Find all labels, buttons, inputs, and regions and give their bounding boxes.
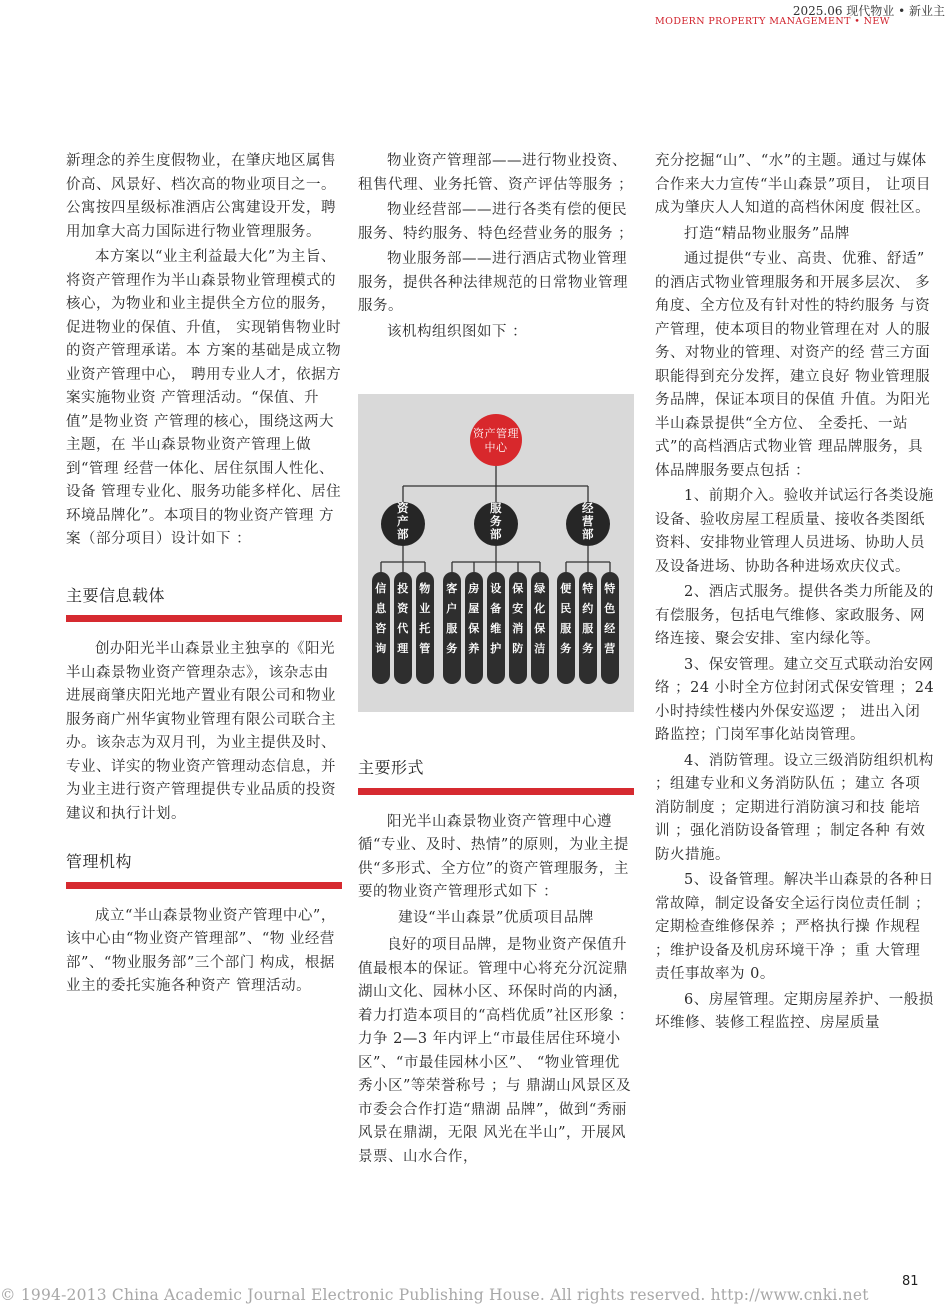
column-3 xyxy=(655,150,935,1038)
unit-label: 化 xyxy=(534,602,546,615)
unit-label: 消 xyxy=(512,622,524,635)
list-item: 1、前期介入。验收并试运行各类设施设备、验收房屋工程质量、接收各类图纸资料、安排物业管理人员进场、协助人员及设备进场、协助各种进场欢庆仪式。 xyxy=(655,488,934,575)
unit-label: 保 xyxy=(534,622,546,635)
unit-label: 服 xyxy=(446,622,458,635)
unit-label: 养 xyxy=(468,642,480,655)
department-label: 部 xyxy=(490,527,502,541)
unit-label: 备 xyxy=(490,602,502,615)
unit-label: 询 xyxy=(375,642,387,655)
unit-label: 特 xyxy=(582,582,594,595)
unit-label: 设 xyxy=(490,582,502,595)
unit-label: 物 xyxy=(419,582,431,595)
section-title-management: 管理机构 xyxy=(66,852,133,871)
list-item: 5、设备管理。解决半山森景的各种日常故障，制定设备安全运行岗位责任制 ；定期检查维修保养 ；严格执行操 作规程 ；维护设备及机房环境干净 ；重 大管理责任事故率为 0。 xyxy=(655,872,934,982)
department-label: 部 xyxy=(397,527,409,541)
paragraph: 本方案以“业主利益最大化”为主旨、将资产管理作为半山森景物业管理模式的核心，为物业和业主提供全方位的服务，促进物业的保值、升值， 实现销售物业时的资产管理承诺。本 方案的基础是成立物业资产管理中心， 聘用专业人才，依据方案实施物业资 产管理活动。“保值、升值”是物业资 产管理的核心，围绕这两大主题，在 半山森景物业资产管理上做到“管理 经营一体化、居住氛围人性化、设备 管理专业化、服务功能多样化、居住 环境品牌化”。本项目的物业资产管理 方案（部分项目）设计如下 ： xyxy=(66,249,342,547)
department-label: 产 xyxy=(397,514,409,528)
unit-label: 服 xyxy=(560,622,572,635)
org-chart-svg xyxy=(358,394,634,712)
unit-label: 保 xyxy=(512,582,524,595)
paragraph: 物业经营部——进行各类有偿的便民服务、特约服务、特色经营业务的服务 ； xyxy=(358,202,634,242)
unit-label: 民 xyxy=(560,602,572,615)
paragraph: 通过提供“专业、高贵、优雅、舒适” 的酒店式物业管理服务和开展多层次、 多角度、全方位及有针对性的特约服务 与资产管理，使本项目的物业管理在对 人的服务、对物业的管理、对资产的经 营三方面职能得到充分发挥，建立良好 物业管理服务品牌，保证本项目的保值 升值。为阳光半山森景提供“全方位、 全委托、一站式”的高档酒店式物业管 理品牌服务，具体品牌服务要点包括 ： xyxy=(655,251,931,479)
unit-label: 管 xyxy=(419,642,431,655)
subheading-service-brand: 打造“精品物业服务”品牌 xyxy=(684,225,850,242)
unit-label: 洁 xyxy=(534,642,546,655)
unit-label: 屋 xyxy=(468,602,480,615)
unit-label: 房 xyxy=(468,582,480,595)
unit-label: 务 xyxy=(582,642,594,655)
unit-label: 特 xyxy=(604,582,616,595)
subheading-brand: 建设“半山森景”优质项目品牌 xyxy=(398,909,594,926)
unit-label: 保 xyxy=(468,622,480,635)
unit-label: 投 xyxy=(397,582,409,595)
org-chart xyxy=(358,394,634,712)
list-item: 6、房屋管理。定期房屋养护、一般损坏维修、装修工程监控、房屋质量 xyxy=(655,991,934,1031)
center-node xyxy=(470,414,522,466)
section-divider xyxy=(358,788,634,795)
unit-label: 信 xyxy=(375,582,387,595)
list-item: 2、酒店式服务。提供各类力所能及的有偿服务，包括电气维修、家政服务、网络连接、聚会安排、室内绿化等。 xyxy=(655,584,934,647)
paragraph: 创办阳光半山森景业主独享的《阳光半山森景物业资产管理杂志》，该杂志由进展商肇庆阳光地产置业有限公司和物业服务商广州华寅物业管理有限公司联合主办。该杂志为双月刊，为业主提供及时、专业、详实的物业资产管理动态信息，并为业主进行资产管理提供专业品质的投资建议和执行计划。 xyxy=(66,641,336,822)
unit-label: 业 xyxy=(419,602,431,615)
paragraph: 物业资产管理部——进行物业投资、租售代理、业务托管、资产评估等服务 ； xyxy=(358,153,634,193)
center-node-label: 资产管理 xyxy=(473,427,519,440)
paragraph: 物业服务部——进行酒店式物业管理服务，提供各种法律规范的日常物业管理 服务。 xyxy=(358,251,628,314)
unit-label: 代 xyxy=(397,622,409,635)
paragraph: 充分挖掘“山”、“水”的主题。通过与媒体合作来大力宣传“半山森景”项目， 让项目成为肇庆人人知道的高档休闲度 假社区。 xyxy=(655,153,931,216)
unit-label: 客 xyxy=(446,582,458,595)
unit-label: 约 xyxy=(582,602,594,615)
unit-label: 营 xyxy=(604,642,616,655)
copyright-notice: © 1994-2013 China Academic Journal Electronic Publishing House. All rights reserved. http://www.cnki.net xyxy=(0,1286,869,1304)
unit-label: 息 xyxy=(375,602,387,615)
unit-label: 绿 xyxy=(534,582,546,595)
unit-label: 咨 xyxy=(375,622,387,635)
department-label: 营 xyxy=(582,514,594,528)
column-1 xyxy=(66,150,342,1001)
paragraph: 新理念的养生度假物业，在肇庆地区属售价高、风景好、档次高的物业项目之一。公寓按四星级标准酒店公寓建设开发，聘用加拿大高力国际进行物业管理服务。 xyxy=(66,153,336,240)
unit-label: 色 xyxy=(604,602,616,615)
department-label: 经 xyxy=(582,501,594,515)
section-divider xyxy=(66,882,342,889)
unit-label: 安 xyxy=(512,602,524,615)
unit-label: 护 xyxy=(490,642,502,655)
paragraph: 成立“半山森景物业资产管理中心”，该中心由“物业资产管理部”、“物 业经营部”、“物业服务部”三个部门 构成，根据业主的委托实施各种资产 管理活动。 xyxy=(66,907,336,994)
department-label: 服 xyxy=(490,501,502,515)
column-2 xyxy=(358,150,634,1171)
unit-label: 资 xyxy=(397,602,409,615)
list-item: 3、保安管理。建立交互式联动治安网络 ；24 小时全方位封闭式保安管理 ；24 小时持续性楼内外保安巡逻 ； 进出入闭路监控；门岗军事化站岗管理。 xyxy=(655,656,935,743)
unit-label: 服 xyxy=(582,622,594,635)
unit-label: 维 xyxy=(490,622,502,635)
unit-label: 理 xyxy=(397,642,409,655)
unit-label: 经 xyxy=(604,622,616,635)
unit-label: 防 xyxy=(512,642,524,655)
section-title-main-forms: 主要形式 xyxy=(358,758,425,777)
page-number: 81 xyxy=(902,1274,919,1289)
list-item: 4、消防管理。设立三级消防组织机构 ；组建专业和义务消防队伍 ；建立 各项消防制度 ；定期进行消防演习和技 能培训 ；强化消防设备管理 ；制定各种 有效防火措施。 xyxy=(655,752,934,863)
center-node-label: 中心 xyxy=(484,441,508,454)
department-label: 务 xyxy=(490,514,502,528)
unit-label: 务 xyxy=(446,642,458,655)
header-issue: 2025.06 现代物业 • 新业主 xyxy=(792,4,945,18)
header-english-title: MODERN PROPERTY MANAGEMENT • NEW xyxy=(655,16,890,27)
paragraph: 良好的项目品牌，是物业资产保值升值最根本的保证。管理中心将充分沉淀鼎湖山文化、园林小区、环保时尚的内涵，着力打造本项目的“高档优质”社区形象 ：力争 2—3 年内评上“市最佳居住环境小区”、“市最佳园林小区”、 “物业管理优秀小区”等荣誉称号 ；与 鼎湖山风景区及市委会合作打造“鼎湖 品牌”，做到“秀丽风景在鼎湖，无限 风光在半山”，开展风景票、山水合作， xyxy=(358,937,634,1165)
department-label: 部 xyxy=(582,527,594,541)
section-divider xyxy=(66,615,342,622)
unit-label: 托 xyxy=(419,622,431,635)
unit-label: 便 xyxy=(560,582,572,595)
paragraph: 阳光半山森景物业资产管理中心遵循“专业、及时、热情”的原则，为业主提供“多形式、全方位”的资产管理服务，主要的物业资产管理形式如下 ： xyxy=(358,813,629,900)
paragraph: 该机构组织图如下 ： xyxy=(387,323,528,340)
department-label: 资 xyxy=(397,501,409,515)
section-title-info-carrier: 主要信息载体 xyxy=(66,585,166,605)
unit-label: 户 xyxy=(446,602,458,615)
unit-label: 务 xyxy=(560,642,572,655)
